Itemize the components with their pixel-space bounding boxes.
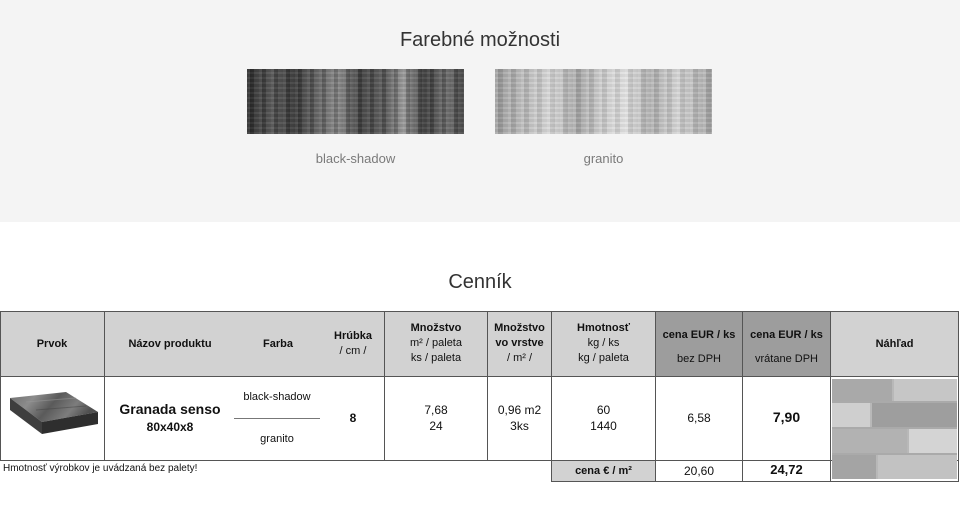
header-nazov: Názov produktu	[128, 338, 212, 350]
header-vrstva: Množstvo	[494, 322, 545, 334]
grid-line	[551, 481, 959, 482]
weight-note: Hmotnosť výrobkov je uvádzaná bez palety!	[3, 463, 198, 474]
product-slab-image	[6, 390, 100, 442]
header-cena-s: cena EUR / ks	[750, 329, 823, 341]
preview-image	[832, 379, 957, 479]
swatch-granito	[495, 69, 712, 134]
pcs-per-layer: 3ks	[510, 419, 529, 433]
header-hmotnost-l3: kg / paleta	[578, 352, 629, 364]
product-thickness: 8	[349, 411, 357, 425]
color-options-title: Farebné možnosti	[399, 29, 561, 51]
header-hmotnost: Hmotnosť	[577, 322, 630, 334]
header-hrubka: Hrúbka	[334, 330, 372, 342]
m2-per-layer: 0,96 m2	[497, 403, 542, 417]
kg-per-pc: 60	[596, 403, 611, 417]
product-size: 80x40x8	[146, 420, 194, 434]
price-incl-vat: 7,90	[772, 409, 801, 425]
header-cena-bez: cena EUR / ks	[662, 329, 736, 341]
header-cena-s-l2: vrátane DPH	[755, 353, 818, 365]
swatch-label-black-shadow: black-shadow	[315, 151, 396, 166]
grid-line	[0, 460, 959, 461]
swatch-black-shadow	[247, 69, 464, 134]
grid-line	[0, 311, 959, 312]
price-excl-vat: 6,58	[687, 411, 711, 425]
header-mnozstvo-l2: m² / paleta	[410, 337, 462, 349]
grid-line	[104, 311, 105, 461]
kg-per-pallet: 1440	[590, 419, 617, 433]
footer-price-excl-vat: 20,60	[683, 464, 715, 478]
price-list-title: Cenník	[448, 271, 512, 293]
grid-line	[0, 311, 1, 461]
header-nahlad: Náhľad	[875, 338, 914, 350]
header-mnozstvo: Množstvo	[410, 322, 462, 334]
footer-label: cena € / m²	[575, 465, 632, 477]
product-color-2: granito	[260, 433, 294, 445]
header-vrstva-l2: vo vrstve	[495, 337, 544, 349]
color-options-section	[0, 0, 960, 222]
pcs-per-pallet: 24	[429, 419, 443, 433]
header-vrstva-l3: / m² /	[506, 352, 533, 364]
footer-price-incl-vat: 24,72	[770, 462, 803, 477]
header-hrubka-unit: / cm /	[339, 345, 367, 357]
product-color-1: black-shadow	[243, 391, 311, 403]
header-farba: Farba	[263, 338, 293, 350]
grid-line	[958, 311, 959, 482]
m2-per-pallet: 7,68	[424, 403, 448, 417]
header-cena-bez-l2: bez DPH	[676, 353, 722, 365]
header-hmotnost-l2: kg / ks	[587, 337, 620, 349]
swatch-label-granito: granito	[583, 151, 624, 166]
product-name: Granada senso	[119, 401, 221, 417]
grid-line	[0, 376, 959, 377]
header-prvok: Prvok	[36, 338, 68, 350]
color-divider	[234, 418, 320, 419]
header-mnozstvo-l3: ks / paleta	[410, 352, 462, 364]
